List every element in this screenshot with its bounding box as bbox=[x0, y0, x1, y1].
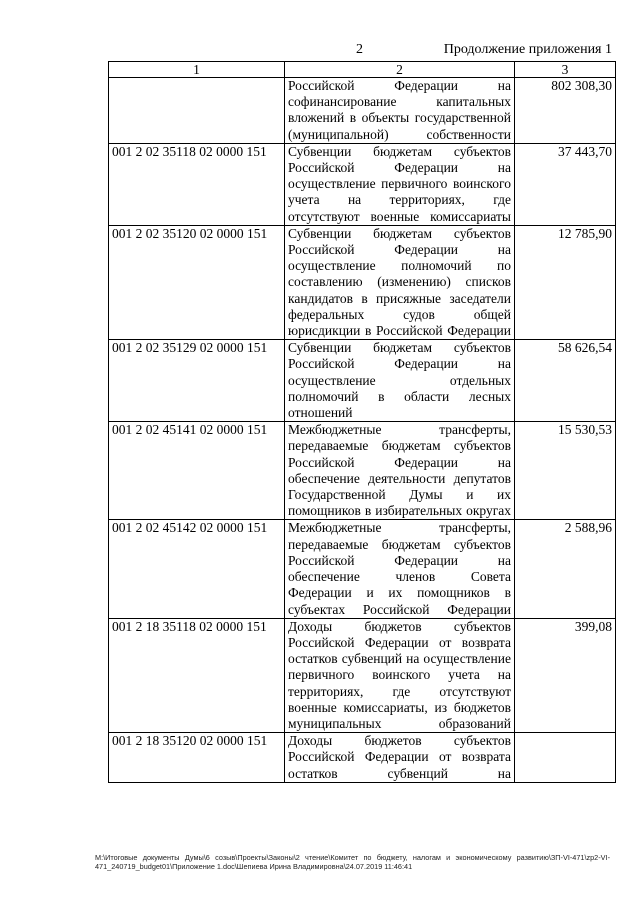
table-row bbox=[109, 143, 616, 225]
amount: 399,08 bbox=[515, 618, 616, 732]
column-numbers-row bbox=[109, 62, 616, 78]
budget-code: 001 2 02 35118 02 0000 151 bbox=[109, 143, 285, 225]
budget-code: 001 2 18 35120 02 0000 151 bbox=[109, 733, 285, 783]
amount: 802 308,30 bbox=[515, 78, 616, 144]
budget-code: 001 2 02 45141 02 0000 151 bbox=[109, 422, 285, 520]
income-description: Межбюджетные трансферты, передаваемые бюджетам субъектов Российской Федерации на обеспечение членов Совета Федерации и их помощников в субъектах Российской Федерации bbox=[285, 520, 515, 618]
income-description: Доходы бюджетов субъектов Российской Федерации от возврата остатков субвенций на осуществление первичного воинского учета на территориях, где отсутствуют военные комиссариаты, из бюджетов муниципальных образований bbox=[285, 618, 515, 732]
income-description: Субвенции бюджетам субъектов Российской Федерации на осуществление полномочий по составлению (изменению) списков кандидатов в присяжные заседатели федеральных судов общей юрисдикции в Российской Федерации bbox=[285, 225, 515, 339]
amount: 58 626,54 bbox=[515, 340, 616, 422]
amount: 15 530,53 bbox=[515, 422, 616, 520]
column-header-1: 1 bbox=[109, 62, 285, 78]
amount: 2 588,96 bbox=[515, 520, 616, 618]
table-row bbox=[109, 733, 616, 783]
table-row bbox=[109, 618, 616, 732]
table-row bbox=[109, 225, 616, 339]
amount: 12 785,90 bbox=[515, 225, 616, 339]
budget-code: 001 2 02 45142 02 0000 151 bbox=[109, 520, 285, 618]
table-row bbox=[109, 340, 616, 422]
income-description: Доходы бюджетов субъектов Российской Федерации от возврата остатков субвенций на bbox=[285, 733, 515, 783]
table-row bbox=[109, 520, 616, 618]
income-description: Субвенции бюджетам субъектов Российской Федерации на осуществление отдельных полномочий в области лесных отношений bbox=[285, 340, 515, 422]
table-row bbox=[109, 78, 616, 144]
appendix-table bbox=[108, 61, 616, 783]
income-description: Межбюджетные трансферты, передаваемые бюджетам субъектов Российской Федерации на обеспечение деятельности депутатов Государственной Думы и их помощников в избирательных округах bbox=[285, 422, 515, 520]
column-header-2: 2 bbox=[285, 62, 515, 78]
column-header-3: 3 bbox=[515, 62, 616, 78]
budget-code: 001 2 02 35129 02 0000 151 bbox=[109, 340, 285, 422]
budget-code: 001 2 18 35118 02 0000 151 bbox=[109, 618, 285, 732]
budget-code bbox=[109, 78, 285, 144]
amount: 37 443,70 bbox=[515, 143, 616, 225]
amount bbox=[515, 733, 616, 783]
document-path-footer: М:\Итоговые документы Думы\6 созыв\Проекты\Законы\2 чтение\Комитет по бюджету, налогам и экономическому развитию\ЗП-VI-471\zp2-VI-471_240719_budget01\Приложение 1.doc\Шепиева Ирина Владимировна\24.07.2019 11:46:41 bbox=[95, 853, 610, 871]
income-description: Российской Федерации на софинансирование капитальных вложений в объекты государственной (муниципальной) собственности bbox=[285, 78, 515, 144]
continuation-label: Продолжение приложения 1 bbox=[443, 42, 612, 57]
page-number: 2 bbox=[356, 42, 363, 57]
budget-code: 001 2 02 35120 02 0000 151 bbox=[109, 225, 285, 339]
income-description: Субвенции бюджетам субъектов Российской Федерации на осуществление первичного воинского учета на территориях, где отсутствуют военные комиссариаты bbox=[285, 143, 515, 225]
table-row bbox=[109, 422, 616, 520]
